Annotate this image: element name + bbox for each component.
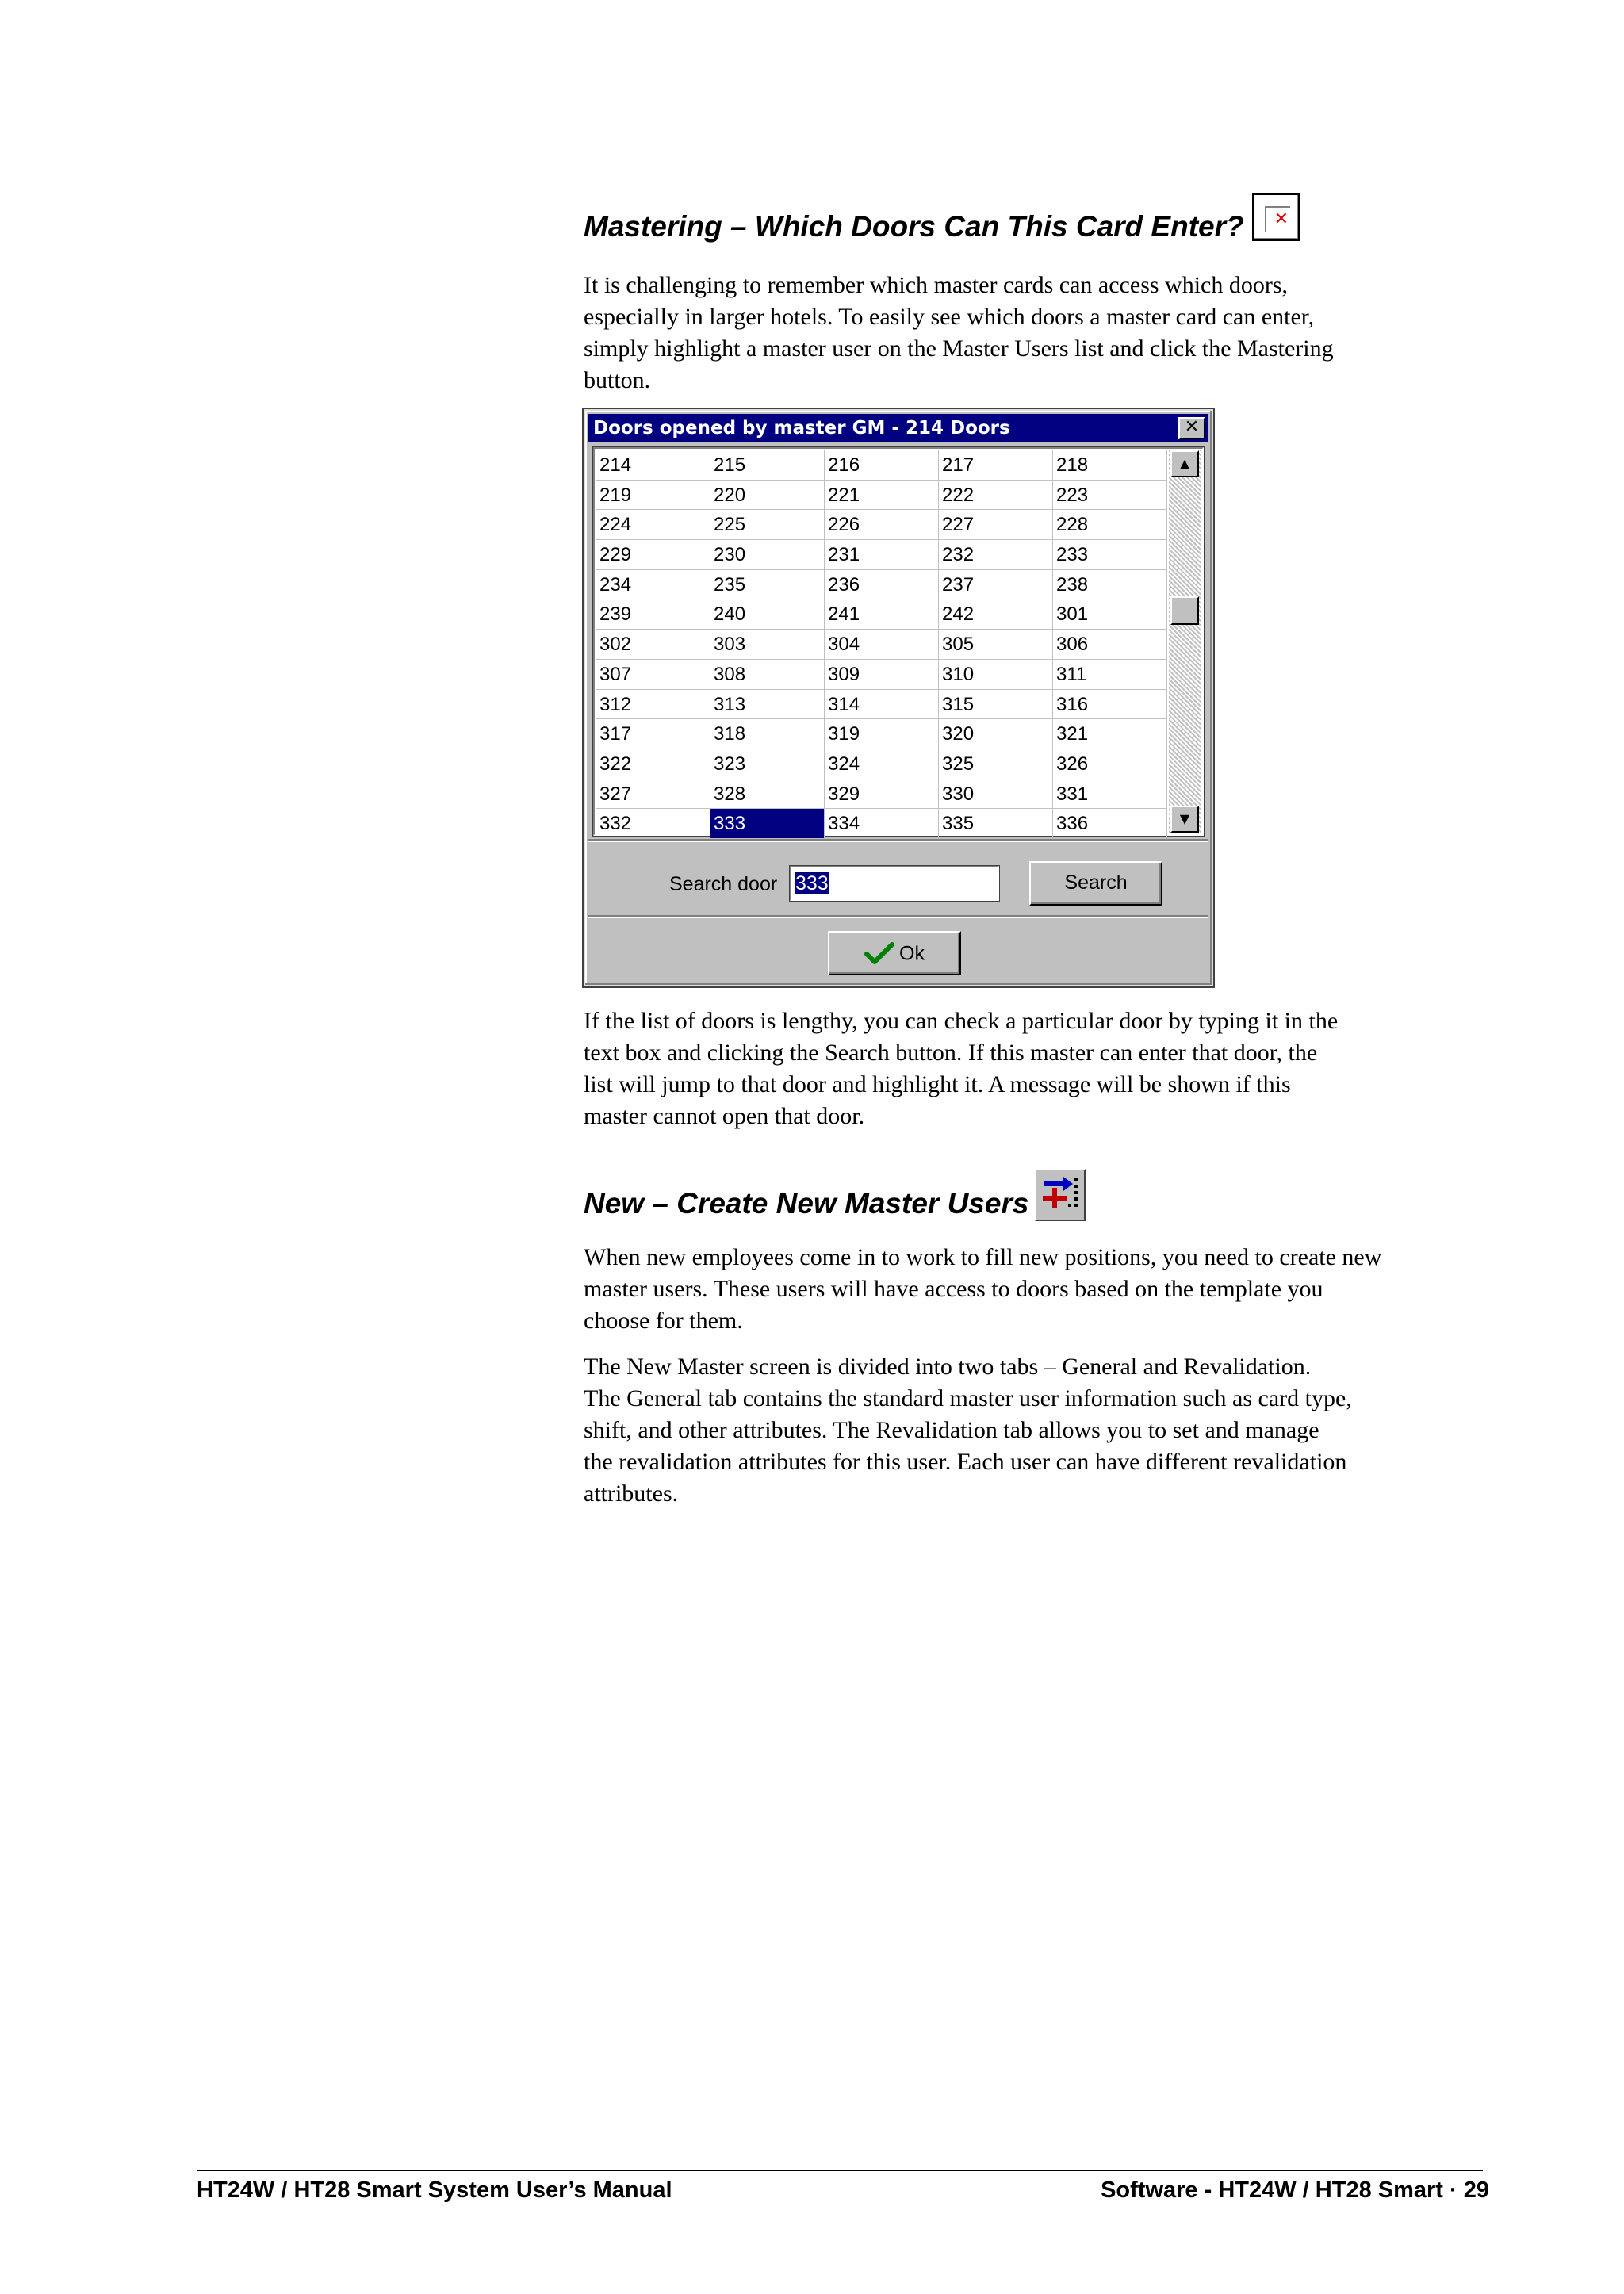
door-cell[interactable]: 235 <box>710 570 825 600</box>
door-cell[interactable]: 326 <box>1053 749 1167 779</box>
door-cell[interactable]: 311 <box>1053 660 1167 690</box>
door-cell[interactable]: 231 <box>825 540 939 570</box>
mastering-icon: ✕ <box>1252 193 1300 241</box>
body-line: list will jump to that door and highlight it. A message will be shown if this <box>584 1071 1291 1097</box>
door-cell[interactable]: 324 <box>825 749 939 779</box>
door-cell[interactable]: 229 <box>596 540 710 570</box>
door-cell[interactable]: 314 <box>825 690 939 720</box>
door-cell[interactable]: 329 <box>825 779 939 810</box>
door-cell[interactable]: 321 <box>1053 719 1167 749</box>
door-cell[interactable]: 333 <box>710 809 825 839</box>
body-line: The General tab contains the standard master user information such as card type, <box>584 1385 1352 1411</box>
search-explanation <box>584 1005 1503 1132</box>
heading-new-master-text: New – Create New Master Users <box>584 1187 1029 1220</box>
doors-dialog <box>584 409 1213 986</box>
ok-button[interactable] <box>828 931 961 975</box>
door-cell[interactable]: 322 <box>596 749 710 779</box>
door-cell[interactable]: 228 <box>1053 510 1167 540</box>
footer-right: Software - HT24W / HT28 Smart · 29 <box>1101 2177 1489 2203</box>
new-master-paragraph-2 <box>584 1351 1503 1510</box>
door-cell[interactable]: 214 <box>596 450 710 481</box>
door-cell[interactable]: 230 <box>710 540 825 570</box>
search-door-input[interactable] <box>790 866 999 901</box>
door-cell[interactable]: 234 <box>596 570 710 600</box>
door-cell[interactable]: 240 <box>710 599 825 630</box>
intro-line: simply highlight a master user on the Master Users list and click the Mastering <box>584 335 1334 362</box>
door-cell[interactable]: 335 <box>939 809 1053 839</box>
door-cell[interactable]: 239 <box>596 599 710 630</box>
body-line: The New Master screen is divided into two tabs – General and Revalidation. <box>584 1354 1312 1380</box>
door-cell[interactable]: 302 <box>596 630 710 660</box>
body-line: text box and clicking the Search button. If this master can enter that door, the <box>584 1040 1318 1066</box>
door-cell[interactable]: 224 <box>596 510 710 540</box>
door-cell[interactable]: 236 <box>825 570 939 600</box>
door-cell[interactable]: 221 <box>825 481 939 511</box>
footer-left: HT24W / HT28 Smart System User’s Manual <box>197 2177 672 2203</box>
search-door-value: 333 <box>795 872 829 894</box>
heading-new-master <box>584 1169 1503 1221</box>
grid-row <box>596 481 1167 511</box>
door-cell[interactable]: 225 <box>710 510 825 540</box>
door-cell[interactable]: 319 <box>825 719 939 749</box>
body-line: If the list of doors is lengthy, you can check a particular door by typing it in the <box>584 1008 1339 1034</box>
search-button[interactable] <box>1029 861 1162 906</box>
door-cell[interactable]: 238 <box>1053 570 1167 600</box>
section-mastering <box>584 193 1503 244</box>
door-cell[interactable]: 237 <box>939 570 1053 600</box>
search-door-label: Search door <box>669 873 778 895</box>
grid-row <box>596 719 1167 749</box>
door-cell[interactable]: 305 <box>939 630 1053 660</box>
dialog-title: Doors opened by master GM - 214 Doors <box>593 418 1010 439</box>
door-cell[interactable]: 301 <box>1053 599 1167 630</box>
door-cell[interactable]: 215 <box>710 450 825 481</box>
divider <box>588 915 1208 918</box>
door-cell[interactable]: 320 <box>939 719 1053 749</box>
door-cell[interactable]: 227 <box>939 510 1053 540</box>
door-cell[interactable]: 217 <box>939 450 1053 481</box>
door-cell[interactable]: 304 <box>825 630 939 660</box>
body-line: master users. These users will have access to doors based on the template you <box>584 1276 1323 1302</box>
door-cell[interactable]: 310 <box>939 660 1053 690</box>
scroll-up-button[interactable] <box>1170 450 1199 477</box>
door-cell[interactable]: 233 <box>1053 540 1167 570</box>
door-cell[interactable]: 241 <box>825 599 939 630</box>
door-cell[interactable]: 323 <box>710 749 825 779</box>
door-cell[interactable]: 222 <box>939 481 1053 511</box>
door-cell[interactable]: 303 <box>710 630 825 660</box>
new-master-users-icon <box>1035 1169 1086 1221</box>
dialog-titlebar <box>588 414 1208 442</box>
body-line: the revalidation attributes for this user. Each user can have different revalidation <box>584 1449 1347 1475</box>
intro-line: especially in larger hotels. To easily see which doors a master card can enter, <box>584 304 1315 330</box>
grid-row <box>596 450 1167 481</box>
door-cell[interactable]: 312 <box>596 690 710 720</box>
scroll-thumb[interactable] <box>1170 596 1199 625</box>
grid-row <box>596 779 1167 810</box>
intro-line: It is challenging to remember which master cards can access which doors, <box>584 272 1289 298</box>
door-cell[interactable]: 242 <box>939 599 1053 630</box>
door-cell[interactable]: 226 <box>825 510 939 540</box>
divider <box>588 839 1208 842</box>
grid-row <box>596 660 1167 690</box>
section-new-master <box>584 1169 1503 1221</box>
door-cell[interactable]: 315 <box>939 690 1053 720</box>
grid-row <box>596 599 1167 630</box>
door-cell[interactable]: 232 <box>939 540 1053 570</box>
close-button[interactable] <box>1178 417 1205 439</box>
heading-mastering <box>584 193 1503 244</box>
grid-row <box>596 690 1167 720</box>
door-cell[interactable]: 334 <box>825 809 939 839</box>
door-cell[interactable]: 306 <box>1053 630 1167 660</box>
grid-row <box>596 809 1167 839</box>
doors-grid-body <box>596 450 1167 839</box>
door-cell[interactable]: 307 <box>596 660 710 690</box>
ok-button-label: Ok <box>899 942 925 965</box>
body-line: choose for them. <box>584 1308 743 1334</box>
door-cell[interactable]: 328 <box>710 779 825 810</box>
door-cell[interactable]: 220 <box>710 481 825 511</box>
grid-row <box>596 749 1167 779</box>
body-line: When new employees come in to work to fill new positions, you need to create new <box>584 1244 1382 1270</box>
grid-row <box>596 570 1167 600</box>
door-cell[interactable]: 308 <box>710 660 825 690</box>
intro-line: button. <box>584 367 651 393</box>
door-cell[interactable]: 218 <box>1053 450 1167 481</box>
grid-row <box>596 540 1167 570</box>
door-cell[interactable]: 313 <box>710 690 825 720</box>
door-cell[interactable]: 216 <box>825 450 939 481</box>
door-cell[interactable]: 309 <box>825 660 939 690</box>
doors-grid[interactable] <box>593 447 1204 836</box>
checkmark-icon <box>864 941 894 965</box>
door-cell[interactable]: 336 <box>1053 809 1167 839</box>
door-cell[interactable]: 331 <box>1053 779 1167 810</box>
scroll-down-button[interactable] <box>1170 806 1199 833</box>
search-button-label: Search <box>1064 871 1128 894</box>
new-master-paragraph-1 <box>584 1242 1503 1337</box>
footer-rule <box>197 2170 1483 2171</box>
body-line: attributes. <box>584 1480 679 1507</box>
close-icon: ✕ <box>1184 417 1200 437</box>
vertical-scrollbar[interactable] <box>1169 450 1201 833</box>
door-cell[interactable]: 219 <box>596 481 710 511</box>
door-cell[interactable]: 332 <box>596 809 710 839</box>
heading-mastering-text: Mastering – Which Doors Can This Card Enter? <box>584 210 1244 243</box>
chevron-up-icon: ▲ <box>1179 456 1190 471</box>
body-line: shift, and other attributes. The Revalidation tab allows you to set and manage <box>584 1417 1320 1443</box>
door-cell[interactable]: 318 <box>710 719 825 749</box>
door-cell[interactable]: 330 <box>939 779 1053 810</box>
body-line: master cannot open that door. <box>584 1103 865 1129</box>
intro-paragraph <box>584 270 1503 396</box>
grid-row <box>596 510 1167 540</box>
door-cell[interactable]: 316 <box>1053 690 1167 720</box>
chevron-down-icon: ▼ <box>1179 811 1190 826</box>
grid-row <box>596 630 1167 660</box>
door-cell[interactable]: 223 <box>1053 481 1167 511</box>
door-cell[interactable]: 327 <box>596 779 710 810</box>
door-cell[interactable]: 325 <box>939 749 1053 779</box>
door-cell[interactable]: 317 <box>596 719 710 749</box>
